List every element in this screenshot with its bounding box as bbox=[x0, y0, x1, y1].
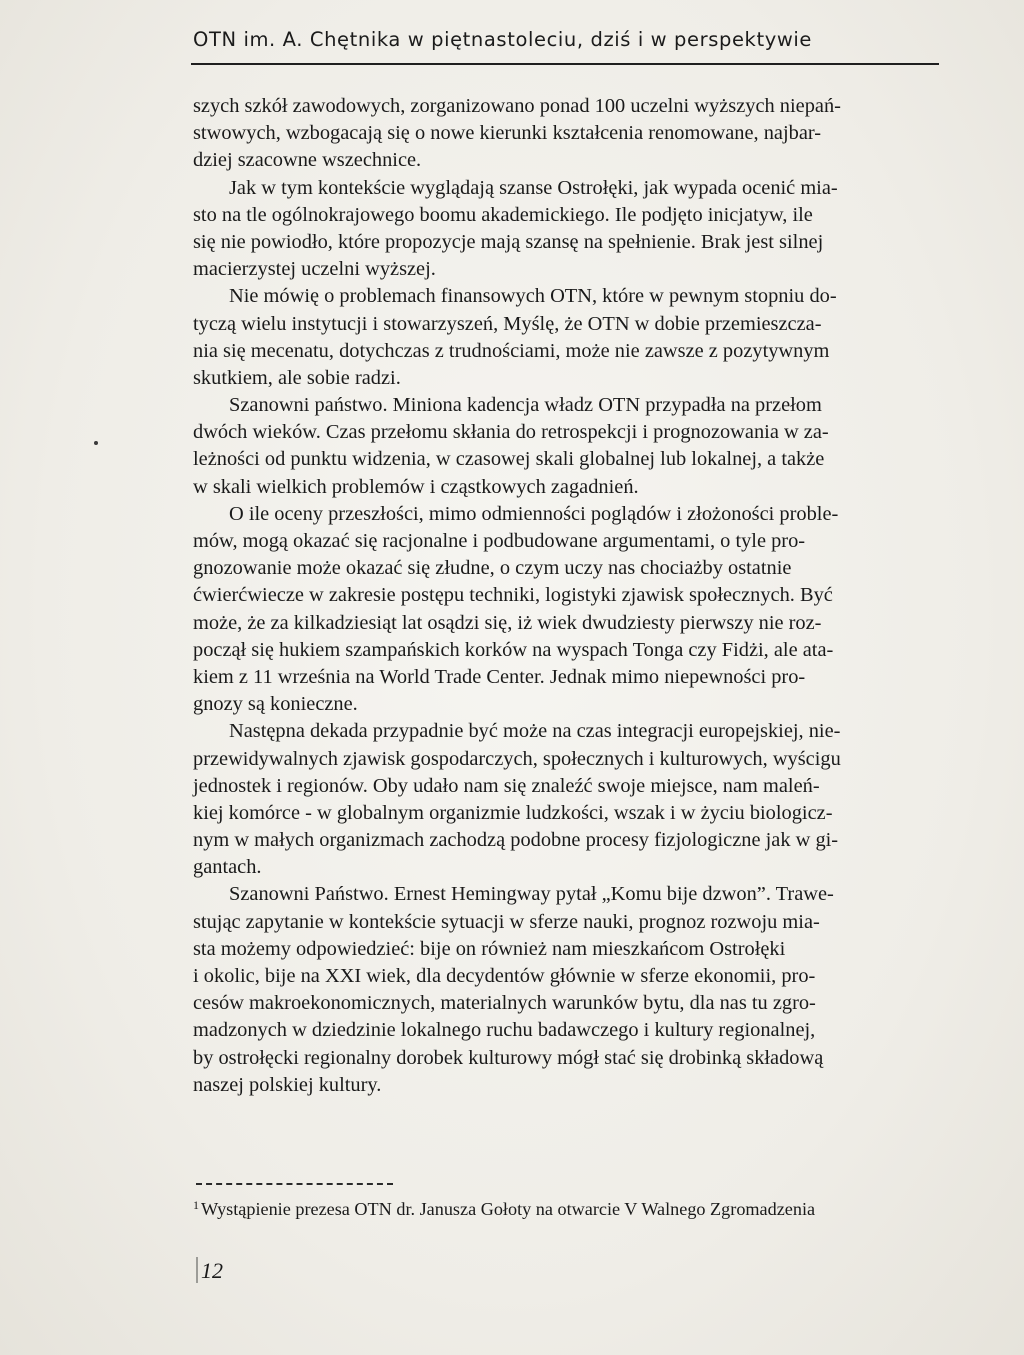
text-line: gantach. bbox=[193, 856, 262, 879]
text-line: przewidywalnych zjawisk gospodarczych, społecznych i kulturowych, wyścigu bbox=[193, 747, 841, 770]
scan-speck bbox=[94, 441, 98, 445]
text-line: dziej szacowne wszechnice. bbox=[193, 149, 422, 172]
paragraph-6 bbox=[193, 718, 948, 881]
text-line: Szanowni Państwo. Ernest Hemingway pytał „Komu bije dzwon”. Trawe- bbox=[229, 883, 834, 906]
text-line: Szanowni państwo. Miniona kadencja władz OTN przypadła na przełom bbox=[229, 394, 822, 417]
text-line: kiem z 11 września na World Trade Center. Jednak mimo niepewności pro- bbox=[193, 665, 806, 688]
text-line: szych szkół zawodowych, zorganizowano ponad 100 uczelni wyższych niepań- bbox=[193, 95, 841, 117]
footnote bbox=[193, 1193, 953, 1221]
body-text bbox=[193, 93, 948, 1099]
text-line: gnozy są konieczne. bbox=[193, 693, 358, 716]
paragraph-2 bbox=[193, 175, 948, 284]
paragraph-3 bbox=[193, 283, 948, 392]
text-line: cesów makroekonomicznych, materialnych warunków bytu, dla nas tu zgro- bbox=[193, 992, 816, 1015]
header-rule bbox=[191, 63, 939, 65]
text-line: w skali wielkich problemów i cząstkowych zagadnień. bbox=[193, 475, 639, 498]
text-line: tyczą wielu instytucji i stowarzyszeń, Myślę, że OTN w dobie przemieszcza- bbox=[193, 312, 822, 335]
text-line: O ile oceny przeszłości, mimo odmienności poglądów i złożoności proble- bbox=[229, 502, 839, 525]
text-line: Nie mówię o problemach finansowych OTN, które w pewnym stopniu do- bbox=[229, 285, 837, 308]
text-line: mów, mogą okazać się racjonalne i podbudowane argumentami, o tyle pro- bbox=[193, 530, 806, 552]
text-line: stując zapytanie w kontekście sytuacji w sferze nauki, prognoz rozwoju mia- bbox=[193, 910, 820, 933]
paragraph-5 bbox=[193, 501, 948, 719]
text-line: Jak w tym kontekście wyglądają szanse Ostrołęki, jak wypada ocenić mia- bbox=[229, 176, 838, 199]
page-number: 12 bbox=[201, 1258, 223, 1283]
footnote-separator bbox=[196, 1183, 393, 1185]
text-line: nym w małych organizmach zachodzą podobne procesy fizjologiczne jak w gi- bbox=[193, 829, 839, 852]
margin-mark bbox=[196, 1257, 198, 1283]
text-line: i okolic, bije na XXI wiek, dla decydentów głównie w sferze ekonomii, pro- bbox=[193, 965, 816, 987]
text-line: jednostek i regionów. Oby udało nam się znaleźć swoje miejsce, nam maleń- bbox=[193, 774, 820, 797]
text-line: nia się mecenatu, dotychczas z trudnościami, może nie zawsze z pozytywnym bbox=[193, 339, 830, 362]
text-line: się nie powiodło, które propozycje mają szansę na spełnienie. Brak jest silnej bbox=[193, 230, 824, 253]
text-line: madzonych w dziedzinie lokalnego ruchu badawczego i kultury regionalnej, bbox=[193, 1019, 816, 1042]
paragraph-1 bbox=[193, 93, 948, 175]
text-line: Następna dekada przypadnie być może na czas integracji europejskiej, nie- bbox=[229, 720, 841, 743]
text-line: stwowych, wzbogacają się o nowe kierunki kształcenia renomowane, najbar- bbox=[193, 122, 822, 145]
running-header: OTN im. A. Chętnika w piętnastoleciu, dziś i w perspektywie bbox=[193, 28, 812, 51]
text-line: naszej polskiej kultury. bbox=[193, 1073, 382, 1096]
text-line: skutkiem, ale sobie radzi. bbox=[193, 366, 401, 389]
text-line: sto na tle ogólnokrajowego boomu akademickiego. Ile podjęto inicjatyw, ile bbox=[193, 203, 813, 226]
text-line: sta możemy odpowiedzieć: bije on również nam mieszkańcom Ostrołęki bbox=[193, 937, 786, 960]
text-line: może, że za kilkadziesiąt lat osądzi się, iż wiek dwudziesty pierwszy nie roz- bbox=[193, 611, 822, 634]
text-line: kiej komórce - w globalnym organizmie ludzkości, wszak i w życiu biologicz- bbox=[193, 801, 833, 824]
paragraph-7 bbox=[193, 881, 948, 1099]
text-line: gnozowanie może okazać się złudne, o czym uczy nas chociażby ostatnie bbox=[193, 557, 792, 580]
text-line: by ostrołęcki regionalny dorobek kulturowy mógł stać się drobinką składową bbox=[193, 1046, 824, 1069]
footnote-marker: 1 bbox=[193, 1198, 199, 1212]
footnote-text: Wystąpienie prezesa OTN dr. Janusza Gołoty na otwarcie V Walnego Zgromadzenia bbox=[201, 1199, 816, 1219]
paragraph-4 bbox=[193, 392, 948, 501]
text-line: ćwierćwiecze w zakresie postępu techniki, logistyki zjawisk społecznych. Być bbox=[193, 584, 833, 607]
text-line: dwóch wieków. Czas przełomu skłania do retrospekcji i prognozowania w za- bbox=[193, 421, 829, 444]
text-line: począł się hukiem szampańskich korków na wyspach Tonga czy Fidżi, ale ata- bbox=[193, 638, 834, 661]
text-line: macierzystej uczelni wyższej. bbox=[193, 258, 436, 281]
text-line: leżności od punktu widzenia, w czasowej skali globalnej lub lokalnej, a także bbox=[193, 448, 825, 471]
